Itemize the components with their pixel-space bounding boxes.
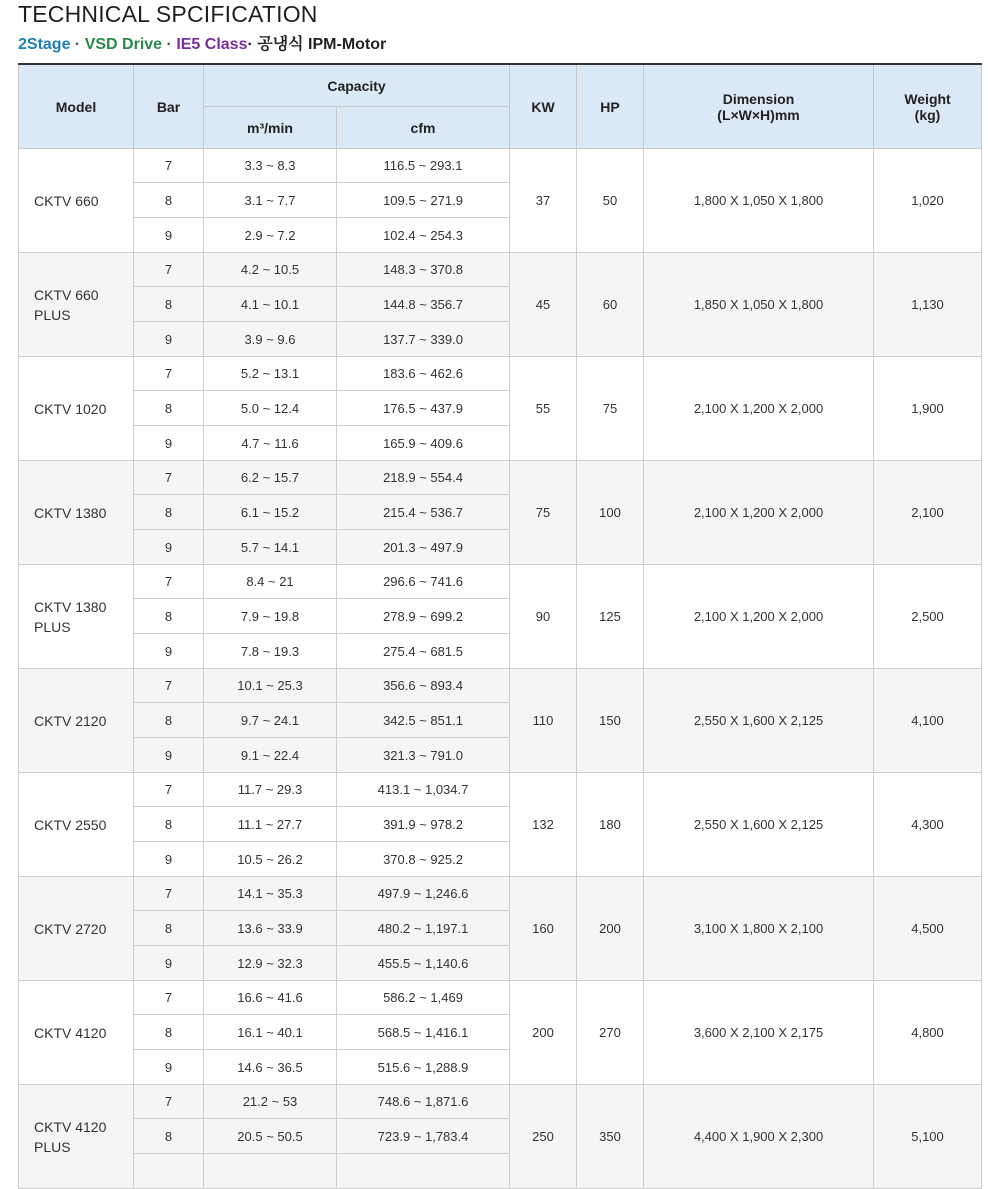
m3min-cell: 4.1 ~ 10.1: [204, 287, 337, 322]
dimension-cell: 4,400 X 1,900 X 2,300: [644, 1085, 874, 1189]
bar-cell: 9: [134, 634, 204, 669]
dimension-cell: 2,100 X 1,200 X 2,000: [644, 565, 874, 669]
m3min-cell: 20.5 ~ 50.5: [204, 1119, 337, 1154]
m3min-cell: 5.2 ~ 13.1: [204, 357, 337, 391]
header-dimension: [644, 64, 874, 149]
m3min-cell: 4.2 ~ 10.5: [204, 253, 337, 287]
cfm-cell: 480.2 ~ 1,197.1: [337, 911, 510, 946]
hp-cell: 60: [577, 253, 644, 357]
cfm-cell: 116.5 ~ 293.1: [337, 149, 510, 183]
kw-cell: 90: [510, 565, 577, 669]
m3min-cell: 8.4 ~ 21: [204, 565, 337, 599]
table-row: [19, 669, 982, 703]
kw-cell: 45: [510, 253, 577, 357]
m3min-cell: 11.7 ~ 29.3: [204, 773, 337, 807]
cfm-cell: 109.5 ~ 271.9: [337, 183, 510, 218]
bar-cell: 9: [134, 842, 204, 877]
cfm-cell: 391.9 ~ 978.2: [337, 807, 510, 842]
weight-cell: 4,800: [874, 981, 982, 1085]
header-model: Model: [19, 64, 134, 149]
kw-cell: 250: [510, 1085, 577, 1189]
model-cell: CKTV 2720: [19, 877, 134, 981]
kw-cell: 37: [510, 149, 577, 253]
header-hp: HP: [577, 64, 644, 149]
header-weight-title: Weight: [904, 90, 951, 107]
m3min-cell: 12.9 ~ 32.3: [204, 946, 337, 981]
cfm-cell: 515.6 ~ 1,288.9: [337, 1050, 510, 1085]
model-group: [19, 1085, 982, 1189]
hp-cell: 200: [577, 877, 644, 981]
header-bar: Bar: [134, 64, 204, 149]
cfm-cell: 218.9 ~ 554.4: [337, 461, 510, 495]
m3min-cell: 13.6 ~ 33.9: [204, 911, 337, 946]
dimension-cell: 2,100 X 1,200 X 2,000: [644, 461, 874, 565]
m3min-cell: 6.2 ~ 15.7: [204, 461, 337, 495]
weight-cell: 4,500: [874, 877, 982, 981]
weight-cell: 2,100: [874, 461, 982, 565]
bar-cell: 9: [134, 218, 204, 253]
model-group: [19, 149, 982, 253]
bar-cell: 8: [134, 911, 204, 946]
dimension-cell: 2,550 X 1,600 X 2,125: [644, 773, 874, 877]
subtitle-separator: ·: [74, 36, 81, 53]
cfm-cell: [337, 1154, 510, 1189]
m3min-cell: 3.3 ~ 8.3: [204, 149, 337, 183]
cfm-cell: 275.4 ~ 681.5: [337, 634, 510, 669]
model-cell: CKTV 2550: [19, 773, 134, 877]
subtitle-drive: VSD Drive: [84, 36, 163, 53]
cfm-cell: 201.3 ~ 497.9: [337, 530, 510, 565]
bar-cell: 7: [134, 1085, 204, 1119]
cfm-cell: 370.8 ~ 925.2: [337, 842, 510, 877]
bar-cell: 8: [134, 391, 204, 426]
bar-cell: 7: [134, 253, 204, 287]
subtitle-class: IE5 Class: [176, 36, 248, 53]
spec-table: [18, 63, 982, 1189]
model-group: [19, 981, 982, 1085]
page-title: TECHNICAL SPCIFICATION: [18, 1, 318, 27]
table-header: [19, 64, 982, 149]
header-m3min: m³/min: [204, 107, 337, 149]
m3min-cell: 7.9 ~ 19.8: [204, 599, 337, 634]
cfm-cell: 497.9 ~ 1,246.6: [337, 877, 510, 911]
model-cell: CKTV 660 PLUS: [19, 253, 134, 357]
header-weight-unit: (kg): [914, 106, 941, 123]
header-dimension-title: Dimension: [722, 90, 795, 107]
table-row: [19, 773, 982, 807]
cfm-cell: 165.9 ~ 409.6: [337, 426, 510, 461]
bar-cell: 7: [134, 461, 204, 495]
cfm-cell: 183.6 ~ 462.6: [337, 357, 510, 391]
cfm-cell: 723.9 ~ 1,783.4: [337, 1119, 510, 1154]
bar-cell: 8: [134, 1015, 204, 1050]
cfm-cell: 413.1 ~ 1,034.7: [337, 773, 510, 807]
m3min-cell: 10.1 ~ 25.3: [204, 669, 337, 703]
model-cell: CKTV 1020: [19, 357, 134, 461]
kw-cell: 75: [510, 461, 577, 565]
cfm-cell: 176.5 ~ 437.9: [337, 391, 510, 426]
model-cell: CKTV 1380 PLUS: [19, 565, 134, 669]
kw-cell: 110: [510, 669, 577, 773]
model-cell: CKTV 2120: [19, 669, 134, 773]
m3min-cell: 14.6 ~ 36.5: [204, 1050, 337, 1085]
cfm-cell: 342.5 ~ 851.1: [337, 703, 510, 738]
cfm-cell: 455.5 ~ 1,140.6: [337, 946, 510, 981]
model-group: [19, 773, 982, 877]
m3min-cell: 10.5 ~ 26.2: [204, 842, 337, 877]
weight-cell: 4,300: [874, 773, 982, 877]
hp-cell: 350: [577, 1085, 644, 1189]
m3min-cell: 9.7 ~ 24.1: [204, 703, 337, 738]
cfm-cell: 148.3 ~ 370.8: [337, 253, 510, 287]
weight-cell: 1,130: [874, 253, 982, 357]
m3min-cell: 2.9 ~ 7.2: [204, 218, 337, 253]
cfm-cell: 568.5 ~ 1,416.1: [337, 1015, 510, 1050]
m3min-cell: [204, 1154, 337, 1189]
m3min-cell: 11.1 ~ 27.7: [204, 807, 337, 842]
cfm-cell: 215.4 ~ 536.7: [337, 495, 510, 530]
cfm-cell: 586.2 ~ 1,469: [337, 981, 510, 1015]
weight-cell: 2,500: [874, 565, 982, 669]
bar-cell: 9: [134, 322, 204, 357]
m3min-cell: 16.1 ~ 40.1: [204, 1015, 337, 1050]
model-cell: CKTV 4120: [19, 981, 134, 1085]
model-group: [19, 253, 982, 357]
weight-cell: 4,100: [874, 669, 982, 773]
header-capacity: Capacity: [204, 64, 510, 107]
hp-cell: 180: [577, 773, 644, 877]
table-row: [19, 877, 982, 911]
kw-cell: 200: [510, 981, 577, 1085]
kw-cell: 160: [510, 877, 577, 981]
bar-cell: 8: [134, 495, 204, 530]
dimension-cell: 3,600 X 2,100 X 2,175: [644, 981, 874, 1085]
hp-cell: 125: [577, 565, 644, 669]
dimension-cell: 2,550 X 1,600 X 2,125: [644, 669, 874, 773]
model-group: [19, 461, 982, 565]
subtitle-motor: · 공냉식 IPM-Motor: [247, 36, 387, 53]
subtitle-separator: ·: [166, 36, 172, 53]
weight-cell: 1,900: [874, 357, 982, 461]
dimension-cell: 2,100 X 1,200 X 2,000: [644, 357, 874, 461]
bar-cell: 9: [134, 946, 204, 981]
weight-cell: 5,100: [874, 1085, 982, 1189]
bar-cell: 7: [134, 565, 204, 599]
bar-cell: 7: [134, 669, 204, 703]
model-cell: CKTV 660: [19, 149, 134, 253]
model-cell: CKTV 1380: [19, 461, 134, 565]
model-group: [19, 565, 982, 669]
dimension-cell: 3,100 X 1,800 X 2,100: [644, 877, 874, 981]
table-row: [19, 565, 982, 599]
table-row: [19, 149, 982, 183]
bar-cell: 8: [134, 1119, 204, 1154]
table-row: [19, 461, 982, 495]
m3min-cell: 16.6 ~ 41.6: [204, 981, 337, 1015]
hp-cell: 270: [577, 981, 644, 1085]
m3min-cell: 3.9 ~ 9.6: [204, 322, 337, 357]
header-dimension-unit: (L×W×H)mm: [717, 106, 800, 123]
cfm-cell: 356.6 ~ 893.4: [337, 669, 510, 703]
hp-cell: 50: [577, 149, 644, 253]
hp-cell: 100: [577, 461, 644, 565]
table-row: [19, 1085, 982, 1119]
cfm-cell: 102.4 ~ 254.3: [337, 218, 510, 253]
m3min-cell: 5.0 ~ 12.4: [204, 391, 337, 426]
m3min-cell: 6.1 ~ 15.2: [204, 495, 337, 530]
table-row: [19, 357, 982, 391]
bar-cell: 7: [134, 357, 204, 391]
m3min-cell: 4.7 ~ 11.6: [204, 426, 337, 461]
dimension-cell: 1,800 X 1,050 X 1,800: [644, 149, 874, 253]
cfm-cell: 278.9 ~ 699.2: [337, 599, 510, 634]
model-group: [19, 669, 982, 773]
m3min-cell: 9.1 ~ 22.4: [204, 738, 337, 773]
m3min-cell: 5.7 ~ 14.1: [204, 530, 337, 565]
bar-cell: 9: [134, 426, 204, 461]
cfm-cell: 296.6 ~ 741.6: [337, 565, 510, 599]
table-row: [19, 981, 982, 1015]
bar-cell: 8: [134, 807, 204, 842]
subtitle-stage: 2Stage: [18, 36, 71, 53]
header-cfm: cfm: [337, 107, 510, 149]
cfm-cell: 748.6 ~ 1,871.6: [337, 1085, 510, 1119]
weight-cell: 1,020: [874, 149, 982, 253]
bar-cell: 8: [134, 183, 204, 218]
hp-cell: 75: [577, 357, 644, 461]
cfm-cell: 321.3 ~ 791.0: [337, 738, 510, 773]
cfm-cell: 144.8 ~ 356.7: [337, 287, 510, 322]
cfm-cell: 137.7 ~ 339.0: [337, 322, 510, 357]
m3min-cell: 14.1 ~ 35.3: [204, 877, 337, 911]
bar-cell: 8: [134, 599, 204, 634]
page-subtitle: [18, 34, 386, 56]
kw-cell: 55: [510, 357, 577, 461]
m3min-cell: 21.2 ~ 53: [204, 1085, 337, 1119]
bar-cell: [134, 1154, 204, 1189]
model-group: [19, 357, 982, 461]
bar-cell: 7: [134, 877, 204, 911]
model-cell: CKTV 4120 PLUS: [19, 1085, 134, 1189]
model-group: [19, 877, 982, 981]
bar-cell: 8: [134, 703, 204, 738]
dimension-cell: 1,850 X 1,050 X 1,800: [644, 253, 874, 357]
header-kw: KW: [510, 64, 577, 149]
bar-cell: 9: [134, 1050, 204, 1085]
bar-cell: 9: [134, 738, 204, 773]
bar-cell: 7: [134, 773, 204, 807]
table-row: [19, 253, 982, 287]
header-weight: [874, 64, 982, 149]
bar-cell: 8: [134, 287, 204, 322]
m3min-cell: 7.8 ~ 19.3: [204, 634, 337, 669]
bar-cell: 7: [134, 149, 204, 183]
kw-cell: 132: [510, 773, 577, 877]
hp-cell: 150: [577, 669, 644, 773]
bar-cell: 7: [134, 981, 204, 1015]
m3min-cell: 3.1 ~ 7.7: [204, 183, 337, 218]
bar-cell: 9: [134, 530, 204, 565]
